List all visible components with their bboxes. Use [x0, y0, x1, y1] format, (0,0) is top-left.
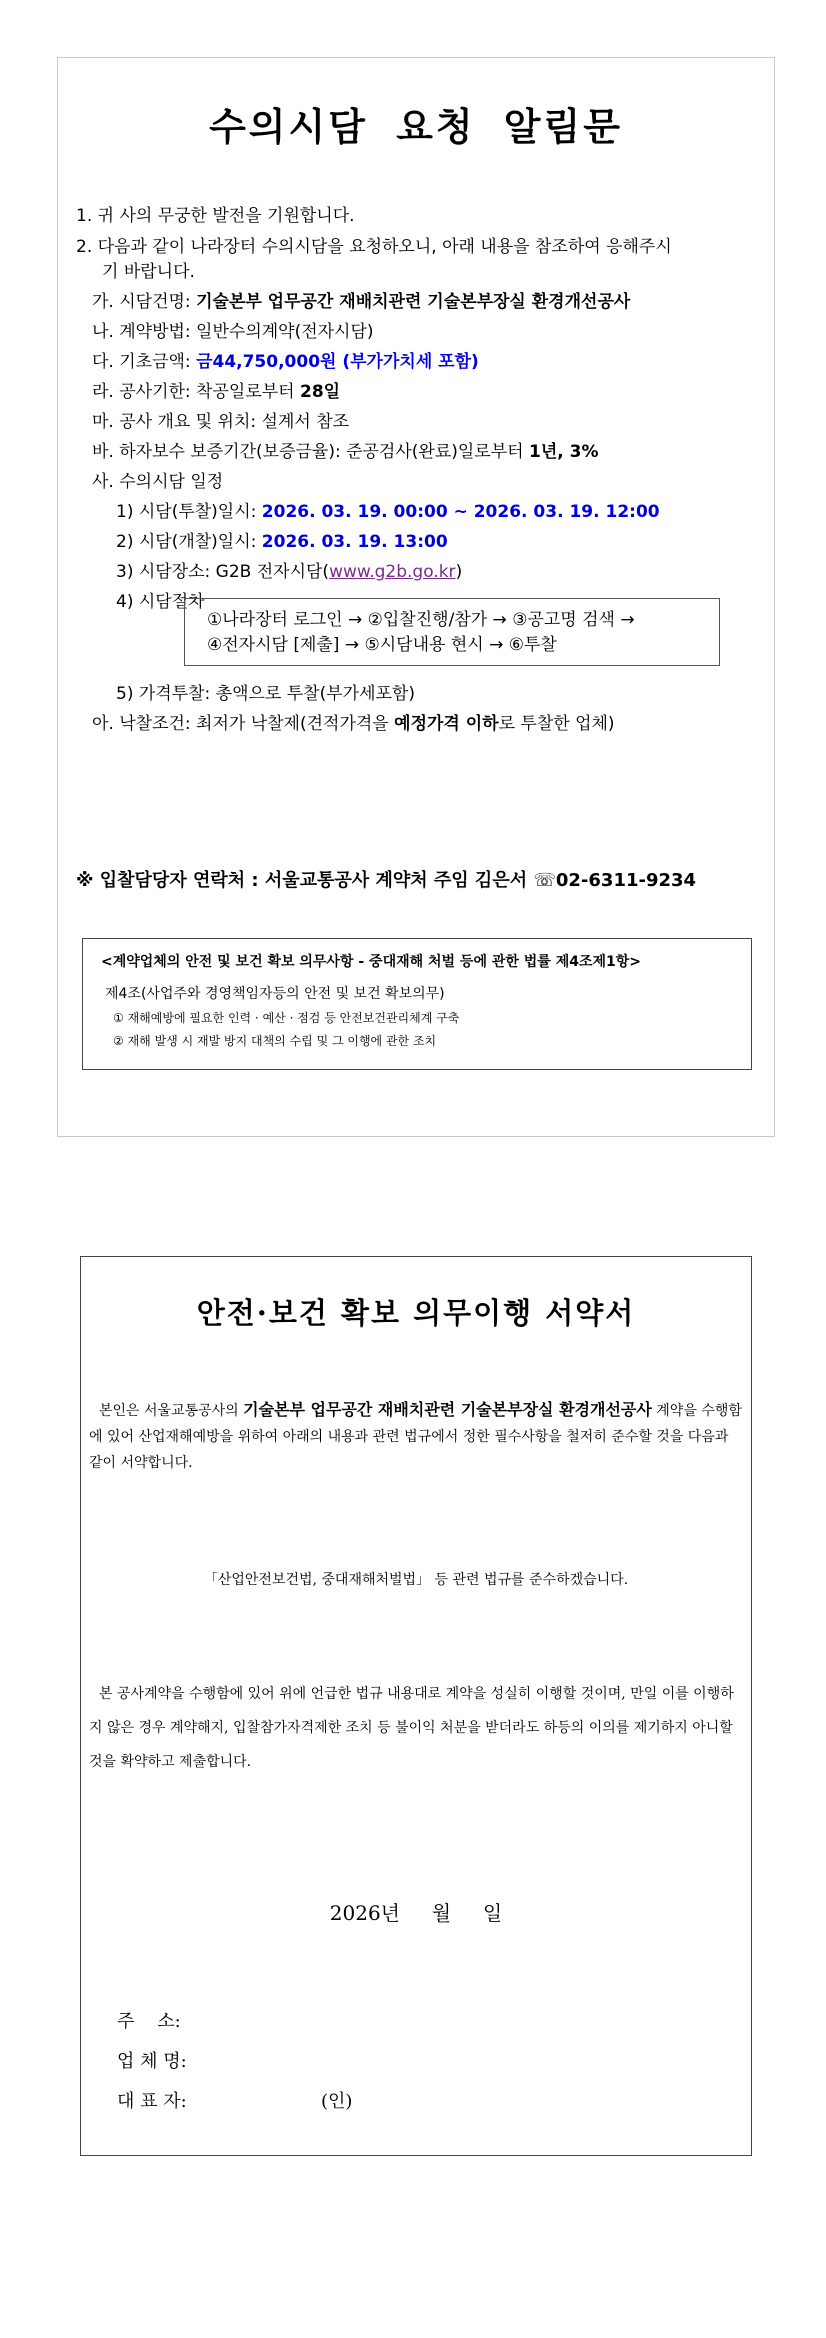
construction-period-label: 라. 공사기한: 착공일로부터: [92, 382, 300, 402]
pledge-intro-project: 기술본부 업무공간 재배치관련 기술본부장실 환경개선공사: [243, 1400, 652, 1419]
opening-datetime-value: 2026. 03. 19. 13:00: [261, 532, 448, 552]
notice-document: [57, 57, 775, 1137]
notice-item-1: 1. 귀 사의 무궁한 발전을 기원합니다.: [76, 206, 355, 226]
award-condition-bold: 예정가격 이하: [394, 714, 499, 734]
pledge-intro-post: 계약을 수행함에 있어 산업재해예방을 위하여 아래의 내용과 관련 법규에서 정한 필수사항을 철저히 준수할 것을 다음과 같이 서약합니다.: [89, 1403, 742, 1471]
procedure-line-1: ①나라장터 로그인 → ②입찰진행/참가 → ③공고명 검색 →: [207, 610, 635, 630]
contract-name-value: 기술본부 업무공간 재배치관련 기술본부장실 환경개선공사: [196, 292, 631, 312]
warranty-value: 1년, 3%: [528, 442, 599, 462]
address-label: 주 소:: [117, 2011, 181, 2032]
contract-name-line: [92, 291, 630, 313]
law-item-2: ② 재해 발생 시 재발 방지 대책의 수립 및 그 이행에 관한 조치: [113, 1034, 437, 1048]
contract-method-line: 나. 계약방법: 일반수의계약(전자시담): [92, 322, 374, 342]
notice-item-2-cont: 기 바랍니다.: [102, 262, 195, 282]
award-condition-end: 로 투찰한 업체): [498, 714, 615, 734]
seal-mark: (인): [321, 2091, 353, 2112]
venue-line: [116, 561, 462, 583]
base-amount-label: 다. 기초금액:: [92, 352, 197, 372]
company-label: 업 체 명:: [117, 2051, 187, 2072]
pledge-date: 2026년 월 일: [329, 1901, 503, 1925]
opening-datetime-line: [116, 531, 448, 553]
price-bid-line: 5) 가격투찰: 총액으로 투찰(부가세포함): [116, 684, 415, 704]
notice-title: 수의시담 요청 알림문: [209, 105, 623, 149]
award-condition-line: [92, 713, 615, 735]
pledge-law-statement: 「산업안전보건법, 중대재해처벌법」 등 관련 법규를 준수하겠습니다.: [203, 1572, 629, 1588]
opening-datetime-label: 2) 시담(개찰)일시:: [116, 532, 262, 552]
pledge-document: [80, 1256, 752, 2156]
overview-line: 마. 공사 개요 및 위치: 설계서 참조: [92, 412, 350, 432]
base-amount-line: [92, 351, 479, 373]
representative-label: 대 표 자:: [117, 2091, 187, 2112]
law-box: [82, 938, 752, 1070]
contact-info: ※ 입찰담당자 연락처 : 서울교통공사 계약처 주임 김은서 ☏02-6311-9234: [76, 870, 697, 891]
schedule-heading: 사. 수의시담 일정: [92, 472, 224, 492]
bid-datetime-line: [116, 501, 660, 523]
procedure-line-2: ④전자시담 [제출] → ⑤시담내용 현시 → ⑥투찰: [207, 635, 557, 655]
procedure-heading: 4) 시담절차: [116, 592, 205, 612]
g2b-link[interactable]: www.g2b.go.kr: [329, 562, 456, 582]
pledge-title: 안전·보건 확보 의무이행 서약서: [196, 1296, 636, 1330]
pledge-intro: [89, 1397, 743, 1476]
venue-label: 3) 시담장소: G2B 전자시담(: [116, 562, 330, 582]
award-condition-label: 아. 낙찰조건: 최저가 낙찰제(견적가격을: [92, 714, 395, 734]
pledge-intro-pre: 본인은 서울교통공사의: [99, 1403, 244, 1419]
construction-period-line: [92, 381, 340, 403]
contract-name-label: 가. 시담건명:: [92, 292, 197, 312]
venue-end: ): [455, 562, 463, 582]
law-title: <계약업체의 안전 및 보건 확보 의무사항 - 중대재해 처벌 등에 관한 법률 제4조제1항>: [101, 954, 642, 970]
warranty-label: 바. 하자보수 보증기간(보증금율): 준공검사(완료)일로부터: [92, 442, 529, 462]
pledge-paragraph: 본 공사계약을 수행함에 있어 위에 언급한 법규 내용대로 계약을 성실히 이행할 것이며, 만일 이를 이행하지 않은 경우 계약해지, 입찰참가자격제한 조치 등 불이익 처분을 받더라도 하등의 이의를 제기하지 아니할 것을 확약하고 제출합니다.: [89, 1686, 734, 1770]
bid-datetime-label: 1) 시담(투찰)일시:: [116, 502, 262, 522]
warranty-line: [92, 441, 598, 463]
base-amount-value: 금44,750,000원 (부가가치세 포함): [196, 352, 479, 372]
notice-item-2: 2. 다음과 같이 나라장터 수의시담을 요청하오니, 아래 내용을 참조하여 응해주시: [76, 237, 672, 257]
law-subtitle: 제4조(사업주와 경영책임자등의 안전 및 보건 확보의무): [105, 986, 445, 1002]
bid-datetime-value: 2026. 03. 19. 00:00 ~ 2026. 03. 19. 12:00: [261, 502, 660, 522]
law-item-1: ① 재해예방에 필요한 인력 · 예산 · 점검 등 안전보건관리체계 구축: [113, 1011, 460, 1025]
procedure-box: [184, 598, 720, 666]
construction-period-value: 28일: [300, 382, 341, 402]
